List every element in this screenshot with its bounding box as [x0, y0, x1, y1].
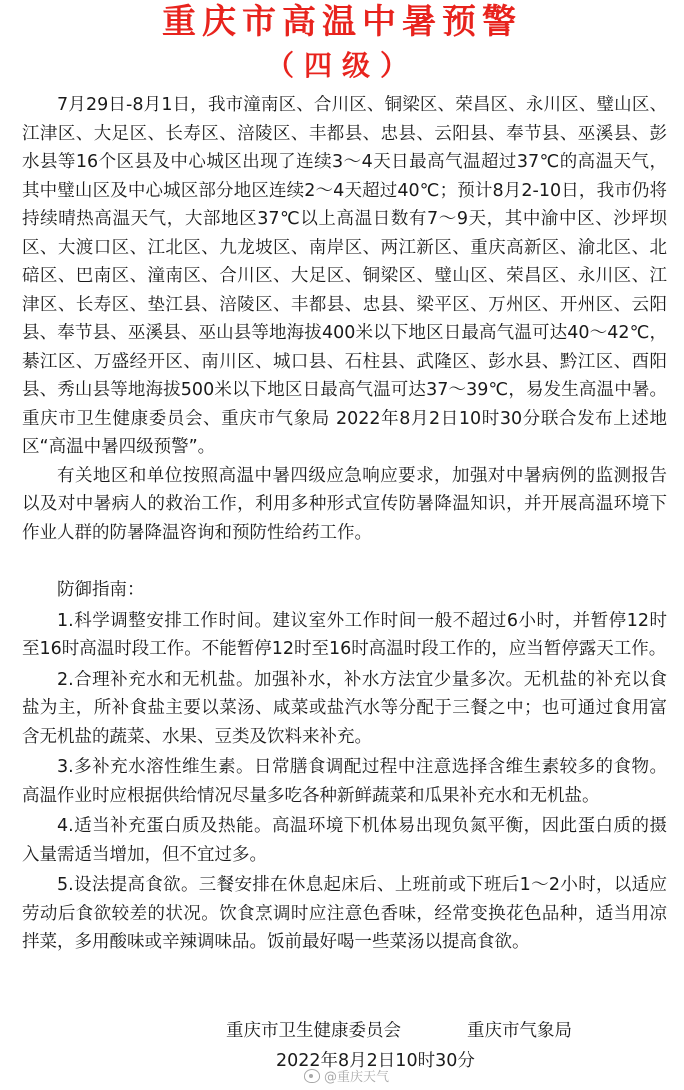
watermark-text: @重庆天气 [324, 1070, 390, 1085]
signature-health-commission: 重庆市卫生健康委员会 [226, 1021, 401, 1041]
signature-meteorological-bureau: 重庆市气象局 [467, 1021, 572, 1041]
guide-item-2: 2.合理补充水和无机盐。加强补水，补水方法宜少量多次。无机盐的补充以食盐为主，所补食盐主要以菜汤、咸菜或盐汽水等分配于三餐之中；也可通过食用富含无机盐的蔬菜、水果、豆类及饮料来补充。 [22, 669, 667, 747]
guide-item-1: 1.科学调整安排工作时间。建议室外工作时间一般不超过6小时，并暂停12时至16时高温时段工作。不能暂停12时至16时高温时段工作的，应当暂停露天工作。 [22, 610, 667, 659]
guide-item-4: 4.适当补充蛋白质及热能。高温环境下机体易出现负氮平衡，因此蛋白质的摄入量需适当增加，但不宜过多。 [22, 816, 667, 865]
page-title: 重庆市高温中暑预警 [162, 2, 522, 42]
paragraph-response: 有关地区和单位按照高温中暑四级应急响应要求，加强对中暑病例的监测报告以及对中暑病人的救治工作，利用多种形式宣传防暑降温知识，并开展高温环境下作业人群的防暑降温咨询和预防性给药工作。 [22, 465, 667, 543]
signature-date: 2022年8月2日10时30分 [276, 1051, 475, 1071]
notice-body [22, 91, 667, 957]
guide-item-5: 5.设法提高食欲。三餐安排在休息起床后、上班前或下班后1～2小时，以适应劳动后食欲较差的状况。饮食烹调时应注意色香味，经常变换花色品种，适当用凉拌菜，多用酸味或辛辣调味品。饭前最好喝一些菜汤以提高食欲。 [22, 875, 667, 952]
guide-heading: 防御指南： [57, 580, 145, 600]
watermark [304, 1066, 389, 1085]
warning-level: （四级） [265, 49, 418, 82]
guide-item-3: 3.多补充水溶性维生素。日常膳食调配过程中注意选择含维生素较多的食物。高温作业时应根据供给情况尽量多吃各种新鲜蔬菜和瓜果补充水和无机盐。 [22, 757, 667, 806]
paragraph-forecast: 7月29日-8月1日，我市潼南区、合川区、铜梁区、荣昌区、永川区、璧山区、江津区、大足区、长寿区、涪陵区、丰都县、忠县、云阳县、奉节县、巫溪县、彭水县等16个区县及中心城区出现了连续3～4天日最高气温超过37℃的高温天气，其中璧山区及中心城区部分地区连续2～4天超过40℃；预计8月2-10日，我市仍将持续晴热高温天气，大部地区37℃以上高温日数有7～9天，其中渝中区、沙坪坝区、大渡口区、江北区、九龙坡区、南岸区、两江新区、重庆高新区、渝北区、北碚区、巴南区、潼南区、合川区、大足区、铜梁区、璧山区、荣昌区、永川区、江津区、长寿区、垫江县、涪陵区、丰都县、忠县、梁平区、万州区、开州区、云阳县、奉节县、巫溪县、巫山县等地海拔400米以下地区日最高气温可达40～42℃，綦江区、万盛经开区、南川区、城口县、石柱县、武隆区、彭水县、黔江区、酉阳县、秀山县等地海拔500米以下地区日最高气温可达37～39℃，易发生高温中暑。重庆市卫生健康委员会、重庆市气象局 2022年8月2日10时30分联合发布上述地区“高温中暑四级预警”。 [22, 95, 667, 457]
weibo-icon [304, 1069, 320, 1083]
